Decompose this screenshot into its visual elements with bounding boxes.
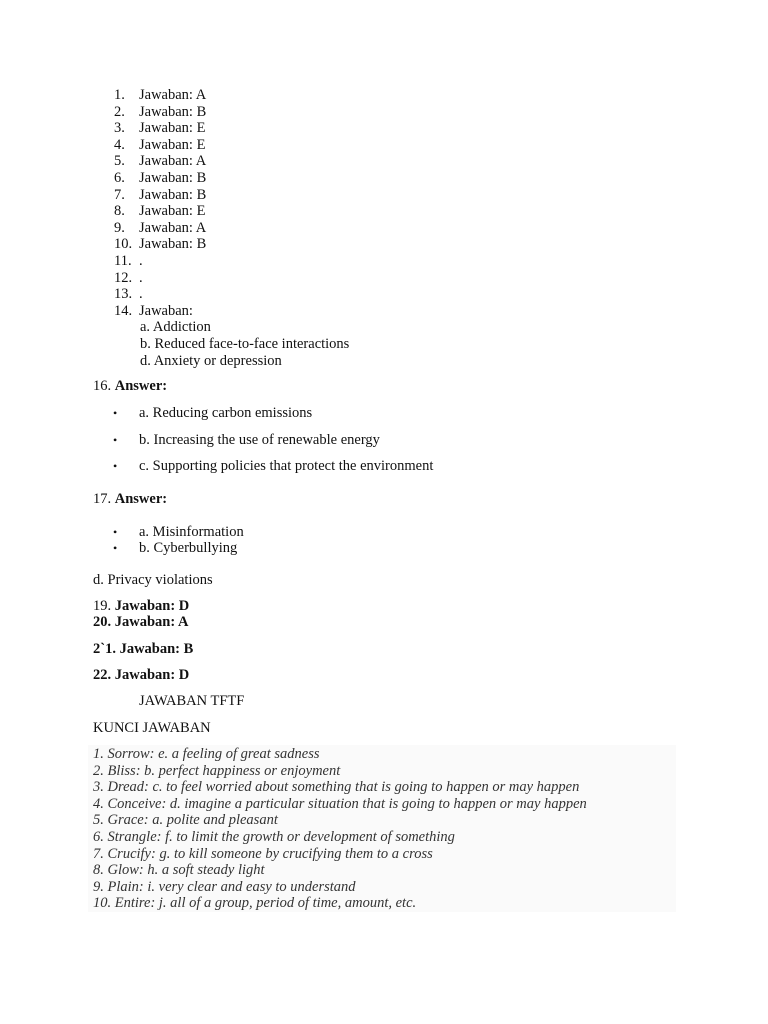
item-number: 4. <box>114 136 125 153</box>
bullet-text: a. Reducing carbon emissions <box>139 405 313 421</box>
item-text: Jawaban: B <box>139 169 207 186</box>
item-number: 12. <box>114 269 133 286</box>
kunci-heading: KUNCI JAWABAN <box>93 720 211 736</box>
answer-item <box>114 203 206 220</box>
q16-bullet-item <box>113 432 380 448</box>
answer-key-list <box>93 746 587 912</box>
bullet-icon: • <box>113 541 118 555</box>
answer-item <box>114 286 206 303</box>
tftf-heading: JAWABAN TFTF <box>139 693 245 709</box>
answer-item <box>114 303 206 320</box>
item-text: Jawaban: B <box>139 103 207 120</box>
q22-line <box>93 667 189 684</box>
q16-bullet-item <box>113 405 312 421</box>
item-number: 10. <box>114 236 133 253</box>
q17-bullet-item <box>113 524 244 540</box>
key-item: 6. Strangle: f. to limit the growth or development of something <box>93 828 455 845</box>
item-number: 7. <box>114 186 125 203</box>
answer-item <box>114 87 206 104</box>
item-text: Jawaban: A <box>139 219 207 236</box>
key-item: 2. Bliss: b. perfect happiness or enjoyment <box>93 762 341 779</box>
item-number: 11. <box>114 252 132 269</box>
answer-item <box>114 153 206 170</box>
q16-heading <box>93 378 167 395</box>
q17-bullet-item <box>113 540 237 556</box>
q17-label: Answer: <box>114 491 168 507</box>
q19-number: 19. <box>93 598 112 614</box>
key-item: 9. Plain: i. very clear and easy to understand <box>93 878 356 895</box>
item-text: . <box>139 286 143 303</box>
q17-heading <box>93 491 167 508</box>
key-item: 1. Sorrow: e. a feeling of great sadness <box>93 746 320 762</box>
q19-answer: Jawaban: D <box>114 598 190 614</box>
item-number: 13. <box>114 286 133 303</box>
q22-answer: 22. Jawaban: D <box>93 667 190 683</box>
bullet-icon: • <box>113 433 118 447</box>
key-item: 5. Grace: a. polite and pleasant <box>93 812 278 829</box>
bullet-text: b. Cyberbullying <box>139 540 238 556</box>
answer-item <box>114 137 206 154</box>
answer-item <box>114 170 206 187</box>
answer-list <box>114 87 206 319</box>
q16-bullet-item <box>113 458 433 474</box>
q19-line <box>93 598 189 615</box>
sub-item: a. Addiction <box>140 319 211 335</box>
item-text: Jawaban: B <box>139 236 207 253</box>
key-item: 4. Conceive: d. imagine a particular situation that is going to happen or may happen <box>93 795 587 812</box>
q14-sublist <box>140 319 349 369</box>
bullet-icon: • <box>113 459 118 473</box>
sub-item: d. Anxiety or depression <box>140 352 282 369</box>
item-text: Jawaban: E <box>139 136 206 153</box>
key-item: 7. Crucify: g. to kill someone by crucifying them to a cross <box>93 845 433 862</box>
item-text: Jawaban: B <box>139 186 207 203</box>
item-number: 1. <box>114 87 125 103</box>
item-text: Jawaban: E <box>139 120 206 137</box>
bullet-text: a. Misinformation <box>139 524 244 540</box>
q16-number: 16. <box>93 378 112 394</box>
q17-number: 17. <box>93 491 112 507</box>
answer-item <box>114 104 206 121</box>
answer-item <box>114 253 206 270</box>
answer-item <box>114 236 206 253</box>
item-text: Jawaban: E <box>139 203 206 220</box>
q21-line <box>93 641 193 658</box>
item-number: 6. <box>114 169 125 186</box>
q17-extra: d. Privacy violations <box>93 572 213 588</box>
item-text: . <box>139 269 143 286</box>
answer-item <box>114 270 206 287</box>
bullet-text: c. Supporting policies that protect the environment <box>139 458 434 474</box>
key-item: 3. Dread: c. to feel worried about something that is going to happen or may happen <box>93 779 580 796</box>
answer-item <box>114 187 206 204</box>
bullet-icon: • <box>113 406 118 420</box>
item-text: Jawaban: A <box>139 87 207 103</box>
item-number: 2. <box>114 103 125 120</box>
item-number: 5. <box>114 153 125 170</box>
item-text: Jawaban: A <box>139 153 207 170</box>
answer-item <box>114 220 206 237</box>
q16-label: Answer: <box>114 378 168 394</box>
bullet-icon: • <box>113 525 118 539</box>
item-number: 14. <box>114 302 133 319</box>
item-number: 8. <box>114 203 125 220</box>
item-text: Jawaban: <box>139 302 193 319</box>
item-text: . <box>139 252 143 269</box>
answer-item <box>114 120 206 137</box>
q20-line <box>93 614 188 631</box>
key-item: 10. Entire: j. all of a group, period of time, amount, etc. <box>93 895 417 912</box>
q21-answer: 2`1. Jawaban: B <box>93 641 194 657</box>
bullet-text: b. Increasing the use of renewable energy <box>139 432 380 448</box>
item-number: 9. <box>114 219 125 236</box>
sub-item: b. Reduced face-to-face interactions <box>140 335 350 352</box>
item-number: 3. <box>114 120 125 137</box>
q20-answer: 20. Jawaban: A <box>93 614 189 630</box>
key-item: 8. Glow: h. a soft steady light <box>93 862 265 879</box>
